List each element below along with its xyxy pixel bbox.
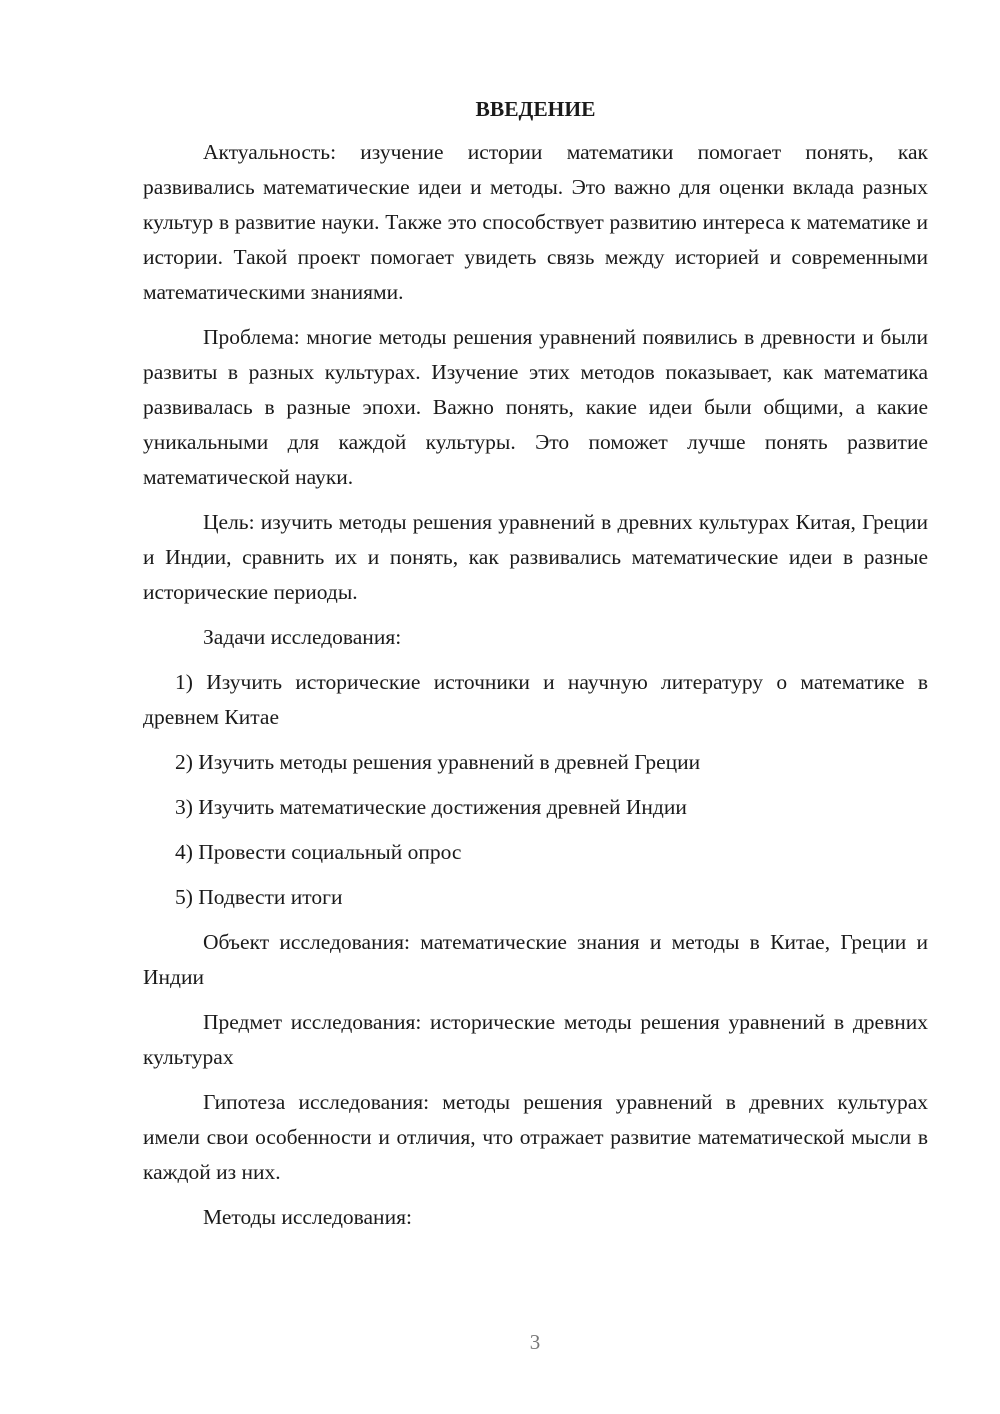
task-item-4: 4) Провести социальный опрос <box>175 840 462 864</box>
relevance-paragraph: Актуальность: изучение истории математики помогает понять, как развивались математические идеи и методы. Это важно для оценки вклада разных культур в развитие науки. Также это способствует развитию интереса к математике и истории. Такой проект помогает увидеть связь между историей и современными математическими знаниями. <box>143 140 928 304</box>
subject-paragraph: Предмет исследования: исторические методы решения уравнений в древних культурах <box>143 1010 928 1069</box>
task-item-5: 5) Подвести итоги <box>175 885 343 909</box>
page-number: 3 <box>529 1330 541 1354</box>
task-item-3: 3) Изучить математические достижения древней Индии <box>175 795 687 819</box>
document-page <box>143 92 928 1245</box>
tasks-heading: Задачи исследования: <box>203 625 402 649</box>
problem-paragraph: Проблема: многие методы решения уравнений появились в древности и были развиты в разных культурах. Изучение этих методов показывает, как математика развивалась в разные эпохи. Важно понять, какие идеи были общими, а какие уникальными для каждой культуры. Это поможет лучше понять развитие математической науки. <box>143 325 928 489</box>
page-title: ВВЕДЕНИЕ <box>475 97 596 121</box>
methods-heading: Методы исследования: <box>203 1205 412 1229</box>
object-paragraph: Объект исследования: математические знания и методы в Китае, Греции и Индии <box>143 930 928 989</box>
goal-paragraph: Цель: изучить методы решения уравнений в древних культурах Китая, Греции и Индии, сравнить их и понять, как развивались математические идеи в разные исторические периоды. <box>143 510 928 604</box>
task-item-1: 1) Изучить исторические источники и научную литературу о математике в древнем Китае <box>143 670 928 729</box>
hypothesis-paragraph: Гипотеза исследования: методы решения уравнений в древних культурах имели свои особенности и отличия, что отражает развитие математической мысли в каждой из них. <box>143 1090 928 1184</box>
task-item-2: 2) Изучить методы решения уравнений в древней Греции <box>175 750 701 774</box>
